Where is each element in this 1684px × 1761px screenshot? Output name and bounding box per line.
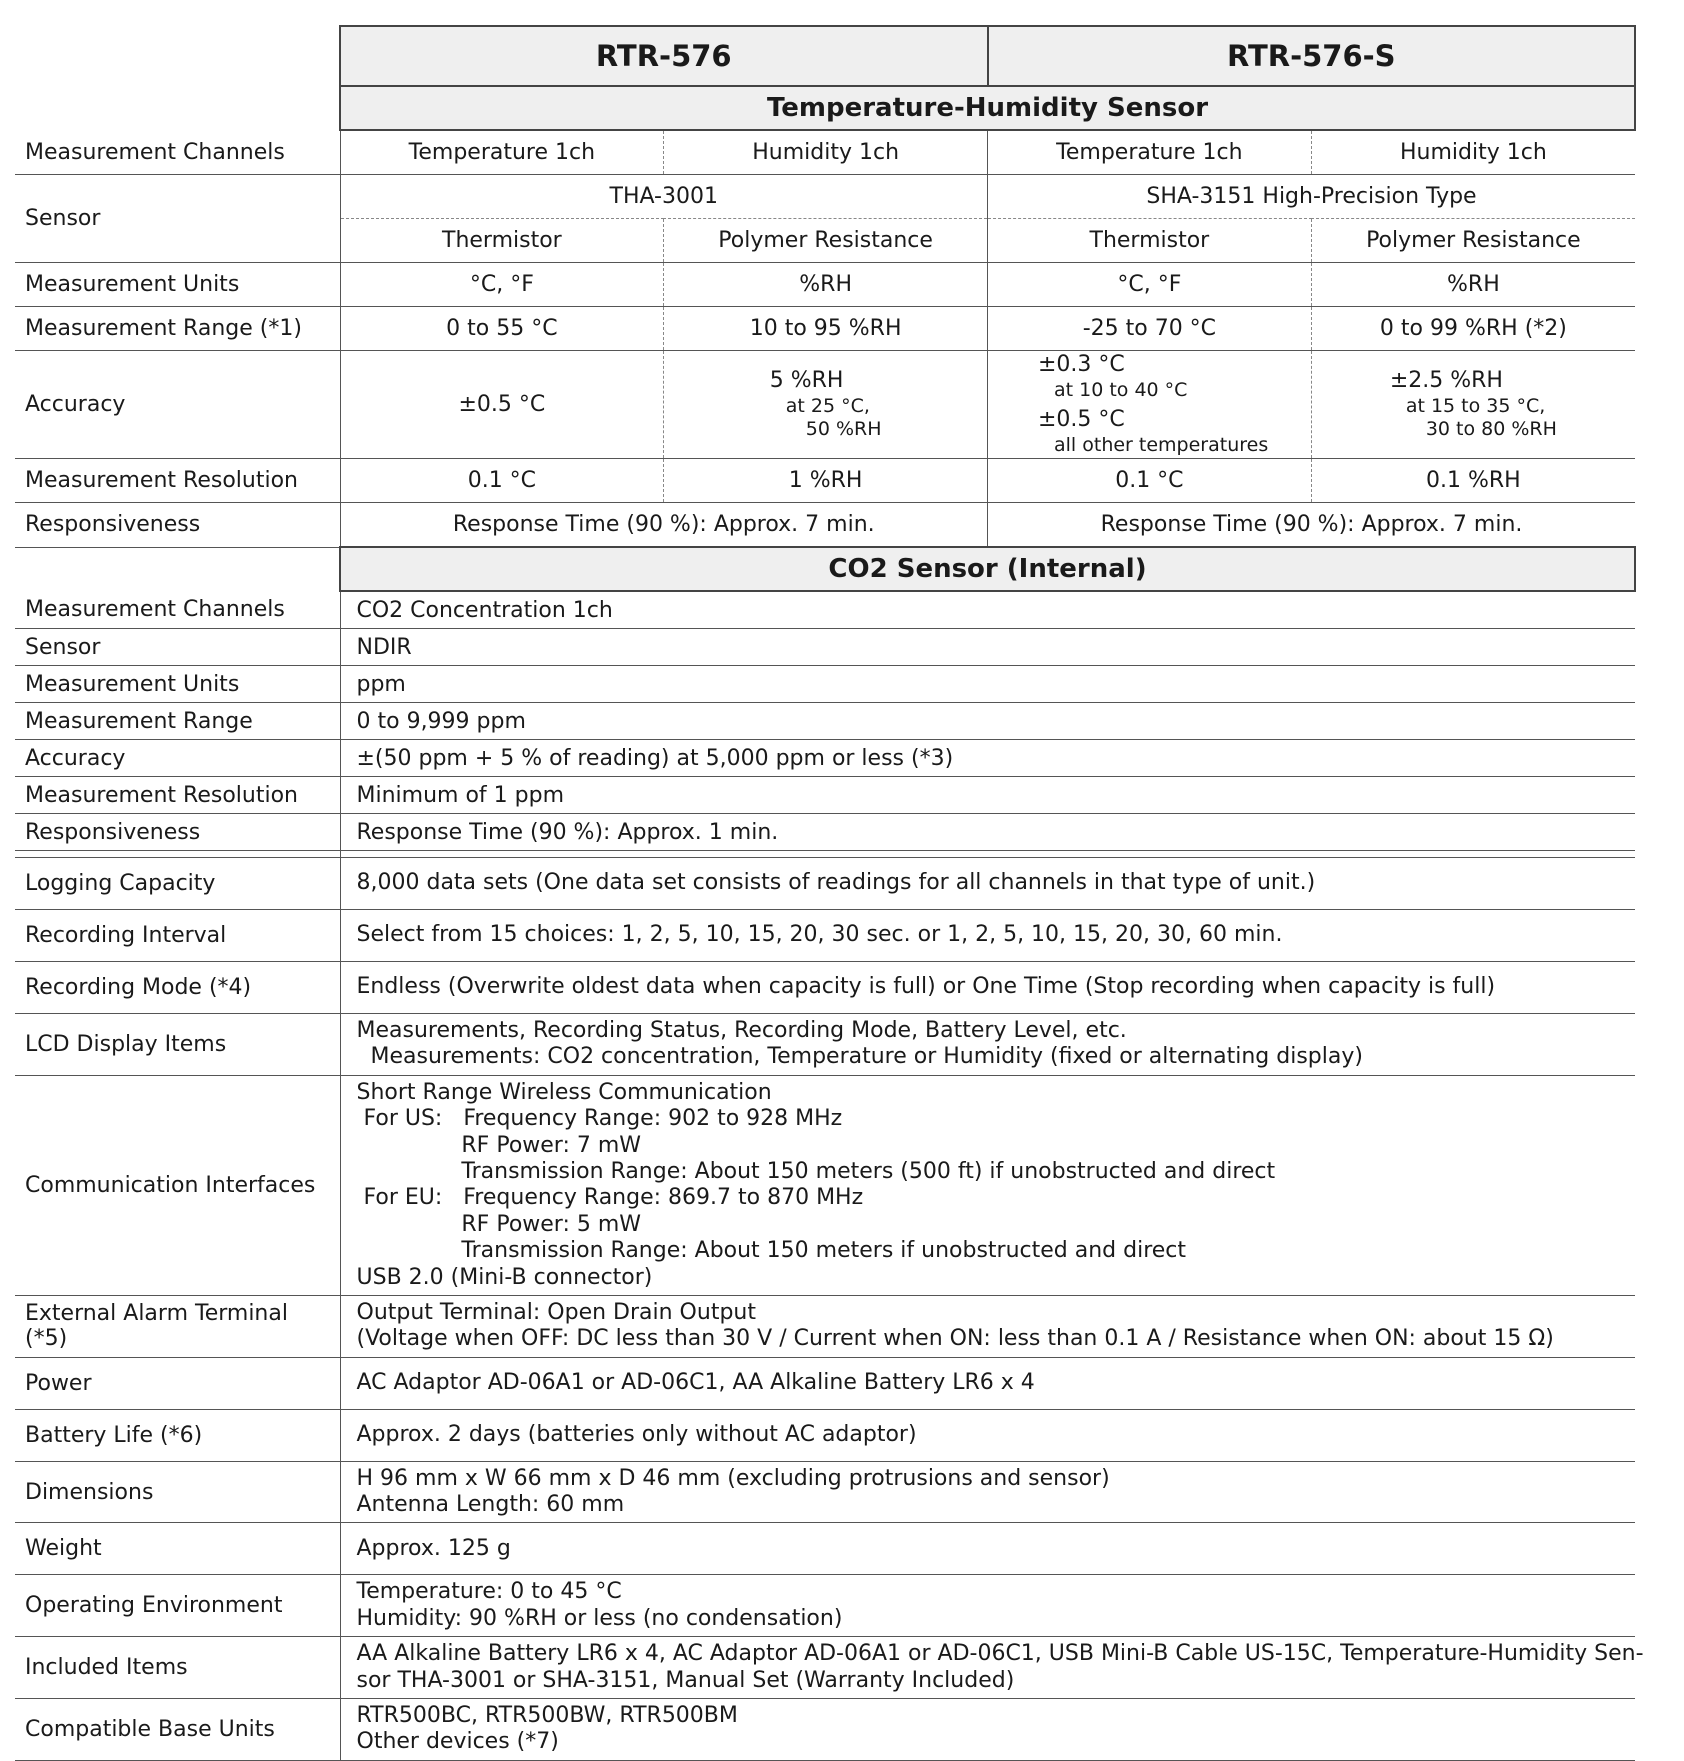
value-line: Endless (Overwrite oldest data when capacity is full) or One Time (Stop recording when capacity is full) xyxy=(356,974,1496,1000)
row-label: LCD Display Items xyxy=(15,1014,340,1076)
cell-b-responsiveness: Response Time (90 %): Approx. 7 min. xyxy=(988,503,1636,548)
table-row xyxy=(15,814,1635,851)
value-line: Other devices (*7) xyxy=(356,1729,559,1755)
spec-row-operating-environment xyxy=(15,1575,1635,1637)
th-section-body xyxy=(15,26,1635,547)
cell-b-temp: -25 to 70 °C xyxy=(988,307,1312,351)
row-label: Measurement Resolution xyxy=(15,777,340,814)
cell-b-sensor-model: SHA-3151 High-Precision Type xyxy=(988,175,1636,219)
row-value xyxy=(340,858,1635,910)
cell-b-temp: 0.1 °C xyxy=(988,459,1312,503)
table-row xyxy=(15,351,1635,459)
row-label: Logging Capacity xyxy=(15,858,340,910)
spec-row-compatible-base-units xyxy=(15,1699,1635,1761)
row-label: Sensor xyxy=(15,629,340,666)
table-row xyxy=(15,666,1635,703)
cell-b-hum: %RH xyxy=(1311,263,1635,307)
spec-row-recording-interval xyxy=(15,910,1635,962)
cell-b-temp xyxy=(988,351,1312,459)
accuracy-condition: at 25 °C, xyxy=(785,394,870,417)
cell-a-hum: 1 %RH xyxy=(664,459,988,503)
value-line: sor THA-3001 or SHA-3151, Manual Set (Warranty Included) xyxy=(356,1667,1015,1693)
spec-row-logging-capacity xyxy=(15,858,1635,910)
row-label: Recording Mode (*4) xyxy=(15,962,340,1014)
row-label: Responsiveness xyxy=(15,503,340,548)
value-line: For US: Frequency Range: 902 to 928 MHz xyxy=(356,1106,843,1132)
accuracy-value: ±0.5 °C xyxy=(1038,407,1125,433)
spec-row-dimensions xyxy=(15,1461,1635,1523)
value-line: Transmission Range: About 150 meters if unobstructed and direct xyxy=(356,1238,1187,1264)
row-value: CO2 Concentration 1ch xyxy=(340,591,1635,629)
table-row xyxy=(15,777,1635,814)
accuracy-condition: at 15 to 35 °C, xyxy=(1405,394,1546,417)
row-label: Measurement Resolution xyxy=(15,459,340,503)
accuracy-block xyxy=(770,368,882,440)
row-label: Power xyxy=(15,1357,340,1409)
table-row xyxy=(15,130,1635,175)
cell-b-temp: °C, °F xyxy=(988,263,1312,307)
row-value: ppm xyxy=(340,666,1635,703)
cell-a-temp: 0 to 55 °C xyxy=(340,307,664,351)
cell-a-hum xyxy=(664,351,988,459)
row-label: Measurement Units xyxy=(15,263,340,307)
row-value xyxy=(340,1075,1635,1295)
cell-a-hum: Humidity 1ch xyxy=(664,130,988,175)
row-label: Included Items xyxy=(15,1637,340,1699)
accuracy-condition: all other temperatures xyxy=(1054,433,1269,456)
value-line: Measurements: CO2 concentration, Temperature or Humidity (fixed or alternating display) xyxy=(356,1044,1363,1070)
row-value xyxy=(340,1523,1635,1575)
value-line: For EU: Frequency Range: 869.7 to 870 MHz xyxy=(356,1185,864,1211)
value-line: Transmission Range: About 150 meters (500 ft) if unobstructed and direct xyxy=(356,1158,1276,1184)
cell-a-sensor-model: THA-3001 xyxy=(340,175,988,219)
value-line: RTR500BC, RTR500BW, RTR500BM xyxy=(356,1703,738,1729)
cell-a-hum: %RH xyxy=(664,263,988,307)
th-section-title: Temperature-Humidity Sensor xyxy=(340,86,1635,130)
row-label: Responsiveness xyxy=(15,814,340,851)
accuracy-value: ±0.3 °C xyxy=(1038,352,1125,378)
row-value: Minimum of 1 ppm xyxy=(340,777,1635,814)
cell-b-hum: Polymer Resistance xyxy=(1311,219,1635,263)
row-value xyxy=(340,1357,1635,1409)
value-line: Approx. 125 g xyxy=(356,1535,511,1561)
co2-section-body xyxy=(15,547,1635,858)
value-line: 8,000 data sets (One data set consists of readings for all channels in that type of unit.) xyxy=(356,870,1316,896)
row-label: Measurement Range (*1) xyxy=(15,307,340,351)
cell-a-temp: ±0.5 °C xyxy=(340,351,664,459)
accuracy-condition: 30 to 80 %RH xyxy=(1425,417,1557,440)
cell-b-hum xyxy=(1311,351,1635,459)
spec-row-included-items xyxy=(15,1637,1635,1699)
cell-b-temp: Thermistor xyxy=(988,219,1312,263)
row-value xyxy=(340,1461,1635,1523)
row-label: Measurement Range xyxy=(15,703,340,740)
cell-a-temp: 0.1 °C xyxy=(340,459,664,503)
model-b-header: RTR-576-S xyxy=(988,26,1636,86)
row-label: Accuracy xyxy=(15,740,340,777)
value-line: USB 2.0 (Mini-B connector) xyxy=(356,1264,653,1290)
spec-row-power xyxy=(15,1357,1635,1409)
row-label: Accuracy xyxy=(15,351,340,459)
table-row xyxy=(15,629,1635,666)
row-value xyxy=(340,962,1635,1014)
row-label: Operating Environment xyxy=(15,1575,340,1637)
row-value: Response Time (90 %): Approx. 1 min. xyxy=(340,814,1635,851)
value-line: Approx. 2 days (batteries only without AC adaptor) xyxy=(356,1421,917,1447)
model-header-row xyxy=(15,26,1635,86)
cell-b-hum: Humidity 1ch xyxy=(1311,130,1635,175)
co2-section-title: CO2 Sensor (Internal) xyxy=(340,547,1635,591)
row-label: Communication Interfaces xyxy=(15,1075,340,1295)
th-section-header-row xyxy=(15,86,1635,130)
row-label: Dimensions xyxy=(15,1461,340,1523)
value-line: Short Range Wireless Communication xyxy=(356,1079,772,1105)
row-label: Compatible Base Units xyxy=(15,1699,340,1761)
table-row xyxy=(15,740,1635,777)
co2-section-header-row xyxy=(15,547,1635,591)
row-value xyxy=(340,910,1635,962)
accuracy-value: ±2.5 %RH xyxy=(1389,368,1503,394)
cell-a-hum: Polymer Resistance xyxy=(664,219,988,263)
general-specs-body xyxy=(15,858,1644,1761)
spec-sheet xyxy=(15,25,1644,1761)
accuracy-block xyxy=(1038,352,1268,456)
spec-row-weight xyxy=(15,1523,1635,1575)
table-row xyxy=(15,591,1635,629)
accuracy-condition: 50 %RH xyxy=(805,417,882,440)
spec-table xyxy=(15,25,1644,1761)
value-line: Measurements, Recording Status, Recording Mode, Battery Level, etc. xyxy=(356,1018,1127,1043)
value-line: Antenna Length: 60 mm xyxy=(356,1492,625,1518)
value-line: (Voltage when OFF: DC less than 30 V / Current when ON: less than 0.1 A / Resistance when ON: about 15 Ω) xyxy=(356,1326,1554,1352)
accuracy-condition: at 10 to 40 °C xyxy=(1054,378,1188,401)
table-row xyxy=(15,307,1635,351)
cell-b-hum: 0 to 99 %RH (*2) xyxy=(1311,307,1635,351)
row-label: Measurement Units xyxy=(15,666,340,703)
spec-row-communication-interfaces xyxy=(15,1075,1635,1295)
table-row xyxy=(15,459,1635,503)
row-value xyxy=(340,1295,1635,1357)
row-value xyxy=(340,1637,1644,1699)
model-a-header: RTR-576 xyxy=(340,26,988,86)
row-label: Measurement Channels xyxy=(15,591,340,629)
value-line: Output Terminal: Open Drain Output xyxy=(356,1299,756,1325)
cell-a-hum: 10 to 95 %RH xyxy=(664,307,988,351)
row-label: Battery Life (*6) xyxy=(15,1409,340,1461)
value-line: H 96 mm x W 66 mm x D 46 mm (excluding protrusions and sensor) xyxy=(356,1465,1110,1491)
spec-row-lcd-display-items xyxy=(15,1014,1635,1076)
section-divider xyxy=(15,851,1635,858)
row-value: NDIR xyxy=(340,629,1635,666)
table-row xyxy=(15,175,1635,219)
spec-row-battery-life xyxy=(15,1409,1635,1461)
value-line: RF Power: 7 mW xyxy=(356,1132,642,1158)
row-label: Recording Interval xyxy=(15,910,340,962)
cell-a-temp: Thermistor xyxy=(340,219,664,263)
row-value xyxy=(340,1409,1635,1461)
table-row xyxy=(15,263,1635,307)
cell-a-responsiveness: Response Time (90 %): Approx. 7 min. xyxy=(340,503,988,548)
spec-row-recording-mode xyxy=(15,962,1635,1014)
value-line: AC Adaptor AD-06A1 or AD-06C1, AA Alkaline Battery LR6 x 4 xyxy=(356,1369,1035,1395)
row-label: Measurement Channels xyxy=(15,130,340,175)
value-line: Temperature: 0 to 45 °C xyxy=(356,1579,622,1605)
value-line: Select from 15 choices: 1, 2, 5, 10, 15, 20, 30 sec. or 1, 2, 5, 10, 15, 20, 30, 60 min. xyxy=(356,922,1283,948)
value-line: Humidity: 90 %RH or less (no condensation) xyxy=(356,1605,843,1631)
accuracy-value: 5 %RH xyxy=(769,368,844,394)
value-line: RF Power: 5 mW xyxy=(356,1211,642,1237)
table-row xyxy=(15,503,1635,548)
cell-a-temp: Temperature 1ch xyxy=(340,130,664,175)
row-value: ±(50 ppm + 5 % of reading) at 5,000 ppm or less (*3) xyxy=(340,740,1635,777)
row-value: 0 to 9,999 ppm xyxy=(340,703,1635,740)
accuracy-block xyxy=(1390,368,1557,440)
cell-b-hum: 0.1 %RH xyxy=(1311,459,1635,503)
row-label: Weight xyxy=(15,1523,340,1575)
value-line: AA Alkaline Battery LR6 x 4, AC Adaptor AD-06A1 or AD-06C1, USB Mini-B Cable US-15C, Temperature-Humidity Sen- xyxy=(356,1641,1644,1667)
row-value xyxy=(340,1014,1635,1076)
spec-row-external-alarm-terminal xyxy=(15,1295,1635,1357)
row-value xyxy=(340,1575,1635,1637)
cell-b-temp: Temperature 1ch xyxy=(988,130,1312,175)
row-label: External Alarm Terminal (*5) xyxy=(15,1295,340,1357)
table-row xyxy=(15,703,1635,740)
row-label: Sensor xyxy=(15,175,340,263)
cell-a-temp: °C, °F xyxy=(340,263,664,307)
row-value xyxy=(340,1699,1635,1761)
